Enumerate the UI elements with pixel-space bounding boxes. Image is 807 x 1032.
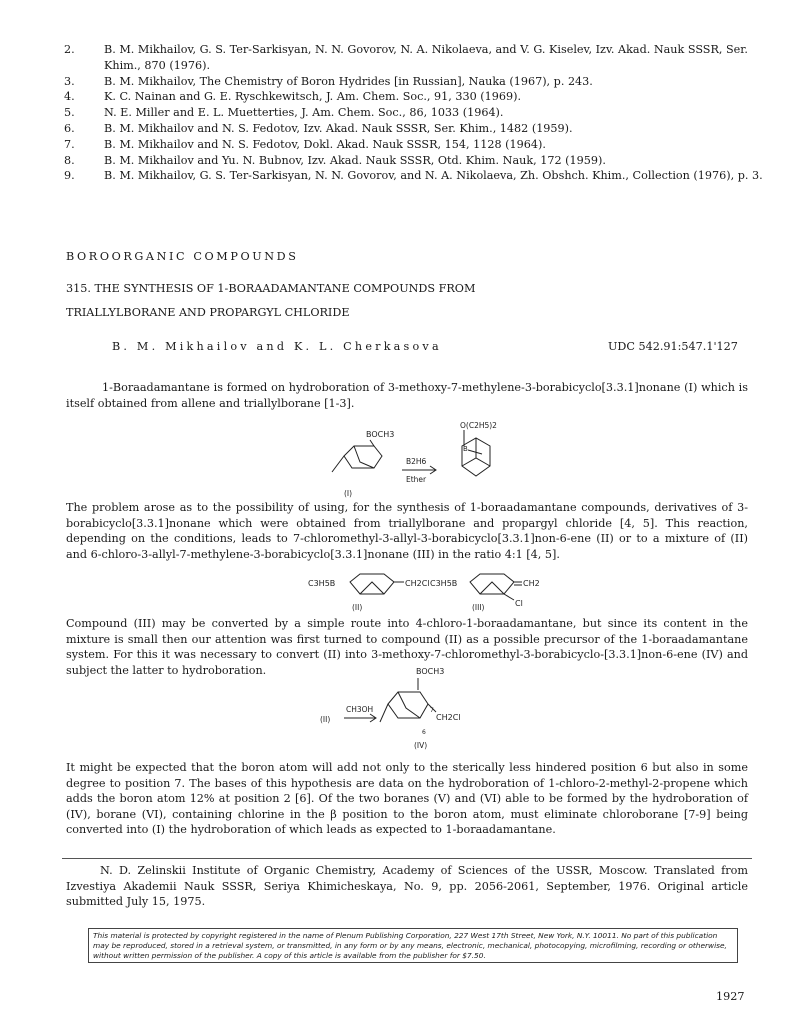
scheme1-boron: B	[463, 445, 468, 453]
reference-text: B. M. Mikhailov and N. S. Fedotov, Izv. Akad. Nauk SSSR, Ser. Khim., 1482 (1959).	[104, 121, 573, 135]
reference-text: B. M. Mikhailov, G. S. Ter-Sarkisyan, N. N. Govorov, and N. A. Nikolaeva, Zh. Obshch. Khim., Collection (1976), p. 3.	[104, 169, 763, 183]
scheme3-reagent: CH3OH	[346, 705, 374, 714]
reference-number: 5.	[64, 106, 75, 120]
footnote-rule	[62, 858, 752, 859]
reference-item	[64, 137, 764, 153]
reference-number: 9.	[64, 169, 75, 183]
scheme3-boch3: BOCH3	[416, 667, 445, 676]
reference-number: 4.	[64, 90, 75, 104]
scheme1-label: (I)	[344, 489, 353, 498]
scheme2-right-cl: Cl	[515, 599, 523, 608]
paragraph-hypothesis: It might be expected that the boron atom will add not only to the sterically less hindered position 6 but also in some degree to position 7. The bases of this hypothesis are data on the hydroboration of 1-chloro-2-methyl-2-propene which adds the boron atom 12% at position 2 [6]. Of the two boranes (V) and (VI) able to be formed by the hydroboration of (IV), borane (VI), containing chlorine in the β position to the boron atom, must eliminate chloroborane [7-9] being converted into (I) the hydroboration of which leads as expected to 1-boraadamantane.	[66, 761, 748, 837]
scheme-hydroboration-I	[330, 418, 510, 500]
reference-text: N. E. Miller and E. L. Muetterties, J. Am. Chem. Soc., 86, 1033 (1964).	[104, 106, 504, 120]
paragraph-compound-III: Compound (III) may be converted by a simple route into 4-chloro-1-boraadamantane, but since its content in the mixture is small then our attention was first turned to compound (II) as a possible precursor of the 1-boraadamantane system. For this it was necessary to convert (II) into 3-methoxy-7-chloromethyl-3-borabicyclo-[3.3.1]non-6-ene (IV) and subject the latter to hydroboration.	[66, 617, 748, 677]
reference-item	[64, 168, 764, 184]
scheme3-position7: 7	[430, 707, 434, 714]
scheme1-ether-complex: O(C2H5)2	[460, 421, 497, 430]
scheme3-ch2cl: CH2Cl	[436, 713, 461, 722]
reference-item	[64, 42, 764, 74]
reference-number: 2.	[64, 43, 75, 56]
reference-text: K. C. Nainan and G. E. Ryschkewitsch, J. Am. Chem. Soc., 91, 330 (1969).	[104, 90, 522, 104]
copyright-notice: This material is protected by copyright registered in the name of Plenum Publishing Corporation, 227 West 17th Street, New York, N.Y. 10011. No part of this publication may be reproduced, stored in a retrieval system, or transmitted, in any form or by any means, electronic, mechanical, photocopying, microfilming, recording or otherwise, without written permission of the publisher. A copy of this article is available from the publisher for $7.50.	[88, 928, 738, 963]
scheme2-left-ch2cl: CH2Cl	[405, 579, 430, 588]
section-heading: BOROORGANIC COMPOUNDS	[66, 250, 299, 263]
article-title-line2: TRIALLYLBORANE AND PROPARGYL CHLORIDE	[66, 306, 350, 319]
udc-code: UDC 542.91:547.1'127	[608, 340, 738, 353]
reference-number: 7.	[64, 137, 75, 151]
scheme1-boch3: BOCH3	[366, 430, 395, 439]
scheme2-label-II: (II)	[352, 603, 363, 612]
reference-number: 3.	[64, 74, 75, 88]
scheme2-label-III: (III)	[472, 603, 485, 612]
article-authors: B. M. Mikhailov and K. L. Cherkasova	[112, 340, 442, 353]
scheme2-right-allylB: C3H5B	[430, 579, 458, 588]
scheme2-right-ch2: CH2	[523, 579, 540, 588]
scheme1-reagent: B2H6	[406, 457, 427, 466]
reference-item	[64, 105, 764, 121]
reference-item	[64, 153, 764, 169]
scheme3-label: (IV)	[414, 741, 428, 750]
reference-number: 6.	[64, 121, 75, 135]
reference-item	[64, 121, 764, 137]
paragraph-problem: The problem arose as to the possibility of using, for the synthesis of 1-boraadamantane compounds, derivatives of 3-borabicyclo[3.3.1]nonane which were obtained from triallylborane and propargyl chloride [4, 5]. This reaction, depending on the conditions, leads to 7-chloromethyl-3-allyl-3-borabicyclo[3.3.1]non-6-ene (II) or to a mixture of (II) and 6-chloro-3-allyl-7-methylene-3-borabicyclo[3.3.1]nonane (III) in the ratio 4:1 [4, 5].	[66, 501, 748, 561]
scheme-compounds-II-III	[300, 568, 570, 614]
reference-text: B. M. Mikhailov and N. S. Fedotov, Dokl. Akad. Nauk SSSR, 154, 1128 (1964).	[104, 137, 546, 151]
reference-text: B. M. Mikhailov, The Chemistry of Boron Hydrides [in Russian], Nauka (1967), p. 243.	[104, 74, 593, 88]
article-title-line1: 315. THE SYNTHESIS OF 1-BORAADAMANTANE COMPOUNDS FROM	[66, 282, 476, 295]
scheme3-position6: 6	[422, 729, 426, 736]
scheme2-left-allylB: C3H5B	[308, 579, 336, 588]
scheme1-solvent: Ether	[406, 475, 427, 484]
scheme3-start: (II)	[320, 715, 331, 724]
reference-list	[64, 42, 764, 184]
page-number: 1927	[716, 990, 745, 1003]
reference-item	[64, 74, 764, 90]
reference-number: 8.	[64, 153, 75, 167]
reference-item	[64, 89, 764, 105]
paragraph-intro: 1-Boraadamantane is formed on hydroboration of 3-methoxy-7-methylene-3-borabicyclo[3.3.1]nonane (I) which is itself obtained from allene and triallylborane [1-3].	[66, 381, 748, 410]
reference-text: B. M. Mikhailov, G. S. Ter-Sarkisyan, N. N. Govorov, N. A. Nikolaeva, and V. G. Kiselev, Izv. Akad. Nauk SSSR, Ser. Khim., 870 (1976).	[104, 43, 748, 72]
affiliation-note: N. D. Zelinskii Institute of Organic Chemistry, Academy of Sciences of the USSR, Moscow. Translated from Izvestiya Akademii Nauk SSSR, Seriya Khimicheskaya, No. 9, pp. 2056-2061, September, 1976. Original article submitted July 15, 1975.	[66, 864, 748, 909]
reference-text: B. M. Mikhailov and Yu. N. Bubnov, Izv. Akad. Nauk SSSR, Otd. Khim. Nauk, 172 (1959).	[104, 153, 606, 167]
scheme-methanolysis-IV	[318, 660, 461, 752]
